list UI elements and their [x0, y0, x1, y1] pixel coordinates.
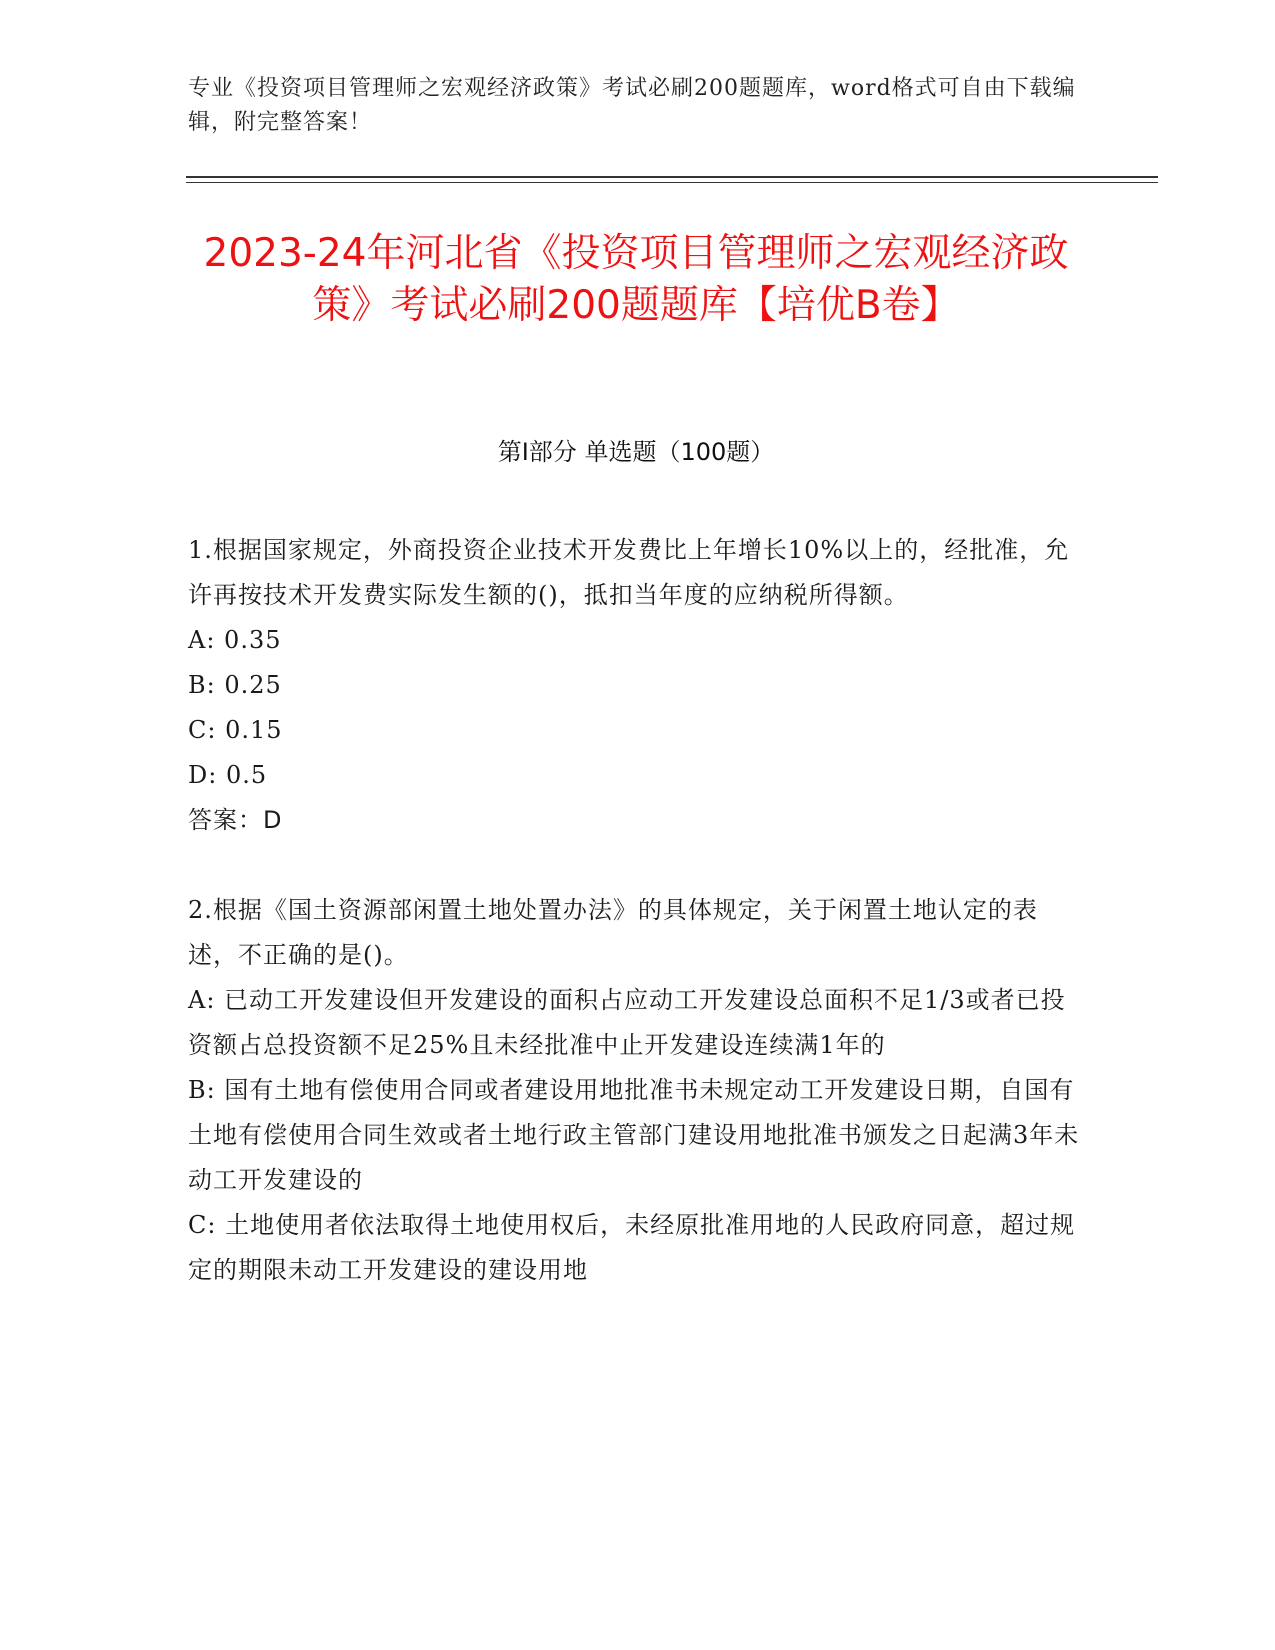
question-list	[188, 528, 1084, 1338]
section-title: 第I部分 单选题（100题）	[497, 438, 775, 466]
option-a: A: 0.35	[188, 626, 282, 654]
option-b: B: 国有土地有偿使用合同或者建设用地批准书未规定动工开发建设日期，自国有土地有偿使用合同生效或者土地行政主管部门建设用地批准书颁发之日起满3年未动工开发建设的	[188, 1076, 1080, 1194]
question-stem: 2.根据《国土资源部闲置土地处置办法》的具体规定，关于闲置土地认定的表述，不正确的是()。	[188, 896, 1038, 969]
header-divider-thin	[186, 182, 1158, 183]
question-stem: 1.根据国家规定，外商投资企业技术开发费比上年增长10%以上的，经批准，允许再按技术开发费实际发生额的()，抵扣当年度的应纳税所得额。	[188, 536, 1070, 609]
question-1	[188, 528, 1084, 843]
option-d: D: 0.5	[188, 761, 268, 789]
document-title: 2023-24年河北省《投资项目管理师之宏观经济政策》考试必刷200题题库【培优B卷】	[203, 231, 1069, 328]
question-2	[188, 888, 1084, 1293]
option-b: B: 0.25	[188, 671, 282, 699]
answer: 答案：D	[188, 806, 283, 834]
option-c: C: 0.15	[188, 716, 283, 744]
option-a: A: 已动工开发建设但开发建设的面积占应动工开发建设总面积不足1/3或者已投资额占总投资额不足25%且未经批准中止开发建设连续满1年的	[188, 986, 1066, 1059]
header-note: 专业《投资项目管理师之宏观经济政策》考试必刷200题题库，word格式可自由下载编辑，附完整答案！	[188, 76, 1076, 135]
option-c: C: 土地使用者依法取得土地使用权后，未经原批准用地的人民政府同意，超过规定的期限未动工开发建设的建设用地	[188, 1211, 1076, 1284]
header-divider-thick	[186, 176, 1158, 178]
